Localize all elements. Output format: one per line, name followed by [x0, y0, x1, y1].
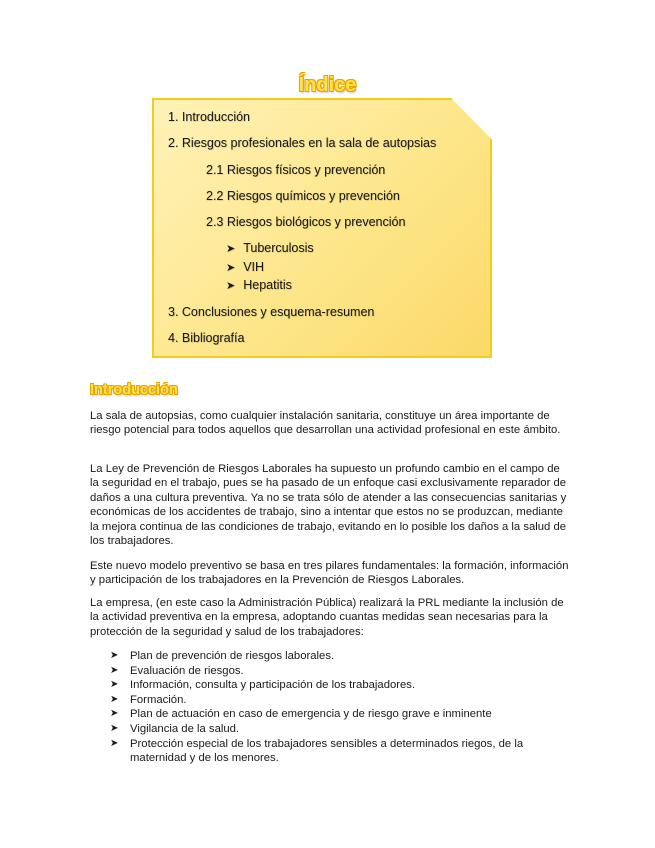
toc-item-tuberculosis[interactable]: ➤ Tuberculosis — [226, 241, 314, 255]
arrow-bullet-icon: ➤ — [226, 262, 236, 274]
intro-section-title: Introducción — [90, 382, 178, 398]
toc-item-bibliografia[interactable]: 4. Bibliografía — [168, 331, 245, 345]
arrow-bullet-icon: ➤ — [110, 708, 119, 720]
toc-item-hepatitis[interactable]: ➤ Hepatitis — [226, 278, 292, 292]
toc-item-riesgos-quimicos[interactable]: 2.2 Riesgos químicos y prevención — [206, 189, 400, 203]
intro-paragraph: La sala de autopsias, como cualquier instalación sanitaria, constituye un área importante de riesgo potencial para todos aquellos que desarrollan una actividad profesional en este ámbito. — [90, 410, 561, 437]
measures-list — [110, 649, 550, 766]
toc-item-riesgos-biologicos[interactable]: 2.3 Riesgos biológicos y prevención — [206, 215, 406, 229]
arrow-bullet-icon: ➤ — [110, 679, 119, 691]
list-item: ➤ Información, consulta y participación de los trabajadores. — [110, 679, 416, 692]
list-item: ➤ Protección especial de los trabajadores sensibles a determinados riegos, de la maternidad y de los menores. — [110, 737, 524, 765]
toc-item-riesgos-fisicos[interactable]: 2.1 Riesgos físicos y prevención — [206, 163, 386, 177]
arrow-bullet-icon: ➤ — [110, 722, 119, 734]
arrow-bullet-icon: ➤ — [110, 650, 119, 661]
list-item: ➤ Formación. — [110, 693, 187, 706]
intro-paragraph: La Ley de Prevención de Riesgos Laborales ha supuesto un profundo cambio en el campo de la seguridad en el trabajo, pues se ha pasado de un enfoque casi exclusivamente reparador de daños a una cultura preventiva. Ya no se trata sólo de atender a las consecuencias sanitarias y económicas de los accidentes de trabajo, sino a intentar que estos no se produzcan, mediante la mejora continua de las condiciones de trabajo, evitando en lo posible los daños a la salud de los trabajadores. — [90, 463, 567, 548]
intro-paragraph: Este nuevo modelo preventivo se basa en tres pilares fundamentales: la formación, información y participación de los trabajadores en la Prevención de Riesgos Laborales. — [90, 560, 569, 587]
toc-item-conclusiones[interactable]: 3. Conclusiones y esquema-resumen — [168, 305, 375, 319]
list-item: ➤ Plan de prevención de riesgos laborales. — [110, 650, 335, 662]
toc-item-riesgos[interactable]: 2. Riesgos profesionales en la sala de autopsias — [168, 136, 437, 150]
list-item: ➤ Plan de actuación en caso de emergencia y de riesgo grave e inminente — [110, 708, 492, 721]
list-item: ➤ Vigilancia de la salud. — [110, 722, 240, 735]
arrow-bullet-icon: ➤ — [110, 664, 119, 676]
toc-item-introduccion[interactable]: 1. Introducción — [168, 110, 250, 124]
toc-item-vih[interactable]: ➤ VIH — [226, 260, 265, 274]
arrow-bullet-icon: ➤ — [110, 737, 119, 749]
index-title: Índice — [298, 74, 357, 96]
list-item: ➤ Evaluación de riesgos. — [110, 664, 244, 677]
arrow-bullet-icon: ➤ — [226, 280, 236, 292]
intro-paragraph: La empresa, (en este caso la Administración Pública) realizará la PRL mediante la inclusión de la actividad preventiva en la empresa, adoptando cuantas medidas sean necesarias para la protección de la seguridad y salud de los trabajadores: — [90, 597, 564, 638]
arrow-bullet-icon: ➤ — [226, 243, 236, 255]
arrow-bullet-icon: ➤ — [110, 693, 119, 705]
